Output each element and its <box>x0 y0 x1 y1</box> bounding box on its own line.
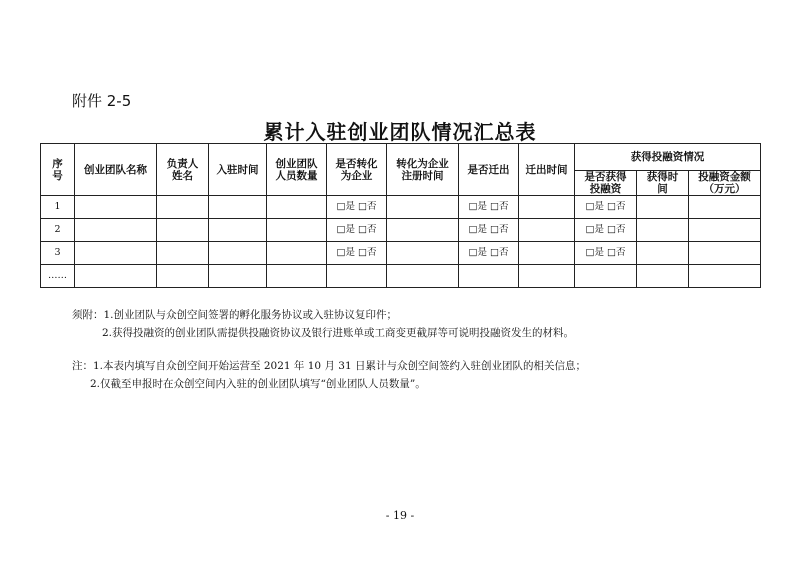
cell-invest-time[interactable] <box>637 219 689 242</box>
cell-invest-time[interactable] <box>637 242 689 265</box>
header-entry-time: 入驻时间 <box>209 144 267 196</box>
header-team-size: 创业团队 人员数量 <box>267 144 327 196</box>
header-seq: 序 号 <box>41 144 75 196</box>
cell-team-size[interactable] <box>267 219 327 242</box>
note-line: 2.仅截至申报时在众创空间内入驻的创业团队填写“创业团队人员数量”。 <box>90 378 426 390</box>
cell-leader[interactable] <box>157 219 209 242</box>
cell-register-time[interactable] <box>387 242 459 265</box>
table-row <box>41 196 761 219</box>
note-line: 注：1.本表内填写自众创空间开始运营至 2021 年 10 月 31 日累计与众创空间签约入驻创业团队的相关信息； <box>72 360 586 372</box>
header-invest-time: 获得时 间 <box>637 171 689 196</box>
header-move-out-time: 迁出时间 <box>519 144 575 196</box>
document-title: 累计入驻创业团队情况汇总表 <box>263 120 537 144</box>
cell-moved-out-checkbox[interactable]: □是 □否 <box>459 196 519 219</box>
cell-converted-checkbox[interactable]: □是 □否 <box>327 242 387 265</box>
cell-move-out-time[interactable] <box>519 196 575 219</box>
cell-entry-time[interactable] <box>209 265 267 288</box>
cell-register-time[interactable] <box>387 219 459 242</box>
cell-seq: 3 <box>41 242 75 265</box>
cell-got-investment-checkbox[interactable]: □是 □否 <box>575 196 637 219</box>
table-row <box>41 242 761 265</box>
cell-team-name[interactable] <box>75 196 157 219</box>
summary-table <box>40 143 761 288</box>
cell-leader[interactable] <box>157 242 209 265</box>
cell-move-out-time[interactable] <box>519 242 575 265</box>
cell-converted-checkbox[interactable]: □是 □否 <box>327 219 387 242</box>
cell-moved-out-checkbox[interactable]: □是 □否 <box>459 219 519 242</box>
cell-team-name[interactable] <box>75 265 157 288</box>
attachment-label: 附件 2-5 <box>72 92 132 110</box>
cell-seq: 1 <box>41 196 75 219</box>
cell-invest-time[interactable] <box>637 196 689 219</box>
header-got-investment: 是否获得 投融资 <box>575 171 637 196</box>
table-header-row <box>41 144 761 171</box>
note-line: 2.获得投融资的创业团队需提供投融资协议及银行进账单或工商变更截屏等可说明投融资发生的材料。 <box>102 327 575 339</box>
cell-seq: …… <box>41 265 75 288</box>
cell-got-investment-checkbox[interactable]: □是 □否 <box>575 242 637 265</box>
cell-invest-amount[interactable] <box>689 196 761 219</box>
remarks-notes <box>72 357 586 393</box>
page-number: - 19 - <box>385 509 415 522</box>
required-attachments-notes <box>72 306 574 342</box>
cell-entry-time[interactable] <box>209 219 267 242</box>
cell-team-name[interactable] <box>75 219 157 242</box>
header-investment-group: 获得投融资情况 <box>575 144 761 171</box>
header-team-name: 创业团队名称 <box>75 144 157 196</box>
cell-register-time[interactable] <box>387 265 459 288</box>
cell-seq: 2 <box>41 219 75 242</box>
table-row <box>41 219 761 242</box>
cell-team-name[interactable] <box>75 242 157 265</box>
cell-moved-out-checkbox[interactable] <box>459 265 519 288</box>
header-register-time: 转化为企业 注册时间 <box>387 144 459 196</box>
cell-entry-time[interactable] <box>209 242 267 265</box>
cell-team-size[interactable] <box>267 265 327 288</box>
cell-got-investment-checkbox[interactable]: □是 □否 <box>575 219 637 242</box>
header-leader: 负责人 姓名 <box>157 144 209 196</box>
cell-got-investment-checkbox[interactable] <box>575 265 637 288</box>
cell-entry-time[interactable] <box>209 196 267 219</box>
header-moved-out: 是否迁出 <box>459 144 519 196</box>
table-row <box>41 265 761 288</box>
header-invest-amount: 投融资金额 （万元） <box>689 171 761 196</box>
cell-invest-amount[interactable] <box>689 265 761 288</box>
cell-leader[interactable] <box>157 196 209 219</box>
cell-team-size[interactable] <box>267 242 327 265</box>
cell-leader[interactable] <box>157 265 209 288</box>
header-converted: 是否转化 为企业 <box>327 144 387 196</box>
cell-moved-out-checkbox[interactable]: □是 □否 <box>459 242 519 265</box>
cell-move-out-time[interactable] <box>519 219 575 242</box>
cell-invest-time[interactable] <box>637 265 689 288</box>
cell-register-time[interactable] <box>387 196 459 219</box>
cell-invest-amount[interactable] <box>689 242 761 265</box>
cell-invest-amount[interactable] <box>689 219 761 242</box>
cell-move-out-time[interactable] <box>519 265 575 288</box>
note-line: 须附：1.创业团队与众创空间签署的孵化服务协议或入驻协议复印件； <box>72 309 398 321</box>
cell-converted-checkbox[interactable]: □是 □否 <box>327 196 387 219</box>
cell-converted-checkbox[interactable] <box>327 265 387 288</box>
cell-team-size[interactable] <box>267 196 327 219</box>
